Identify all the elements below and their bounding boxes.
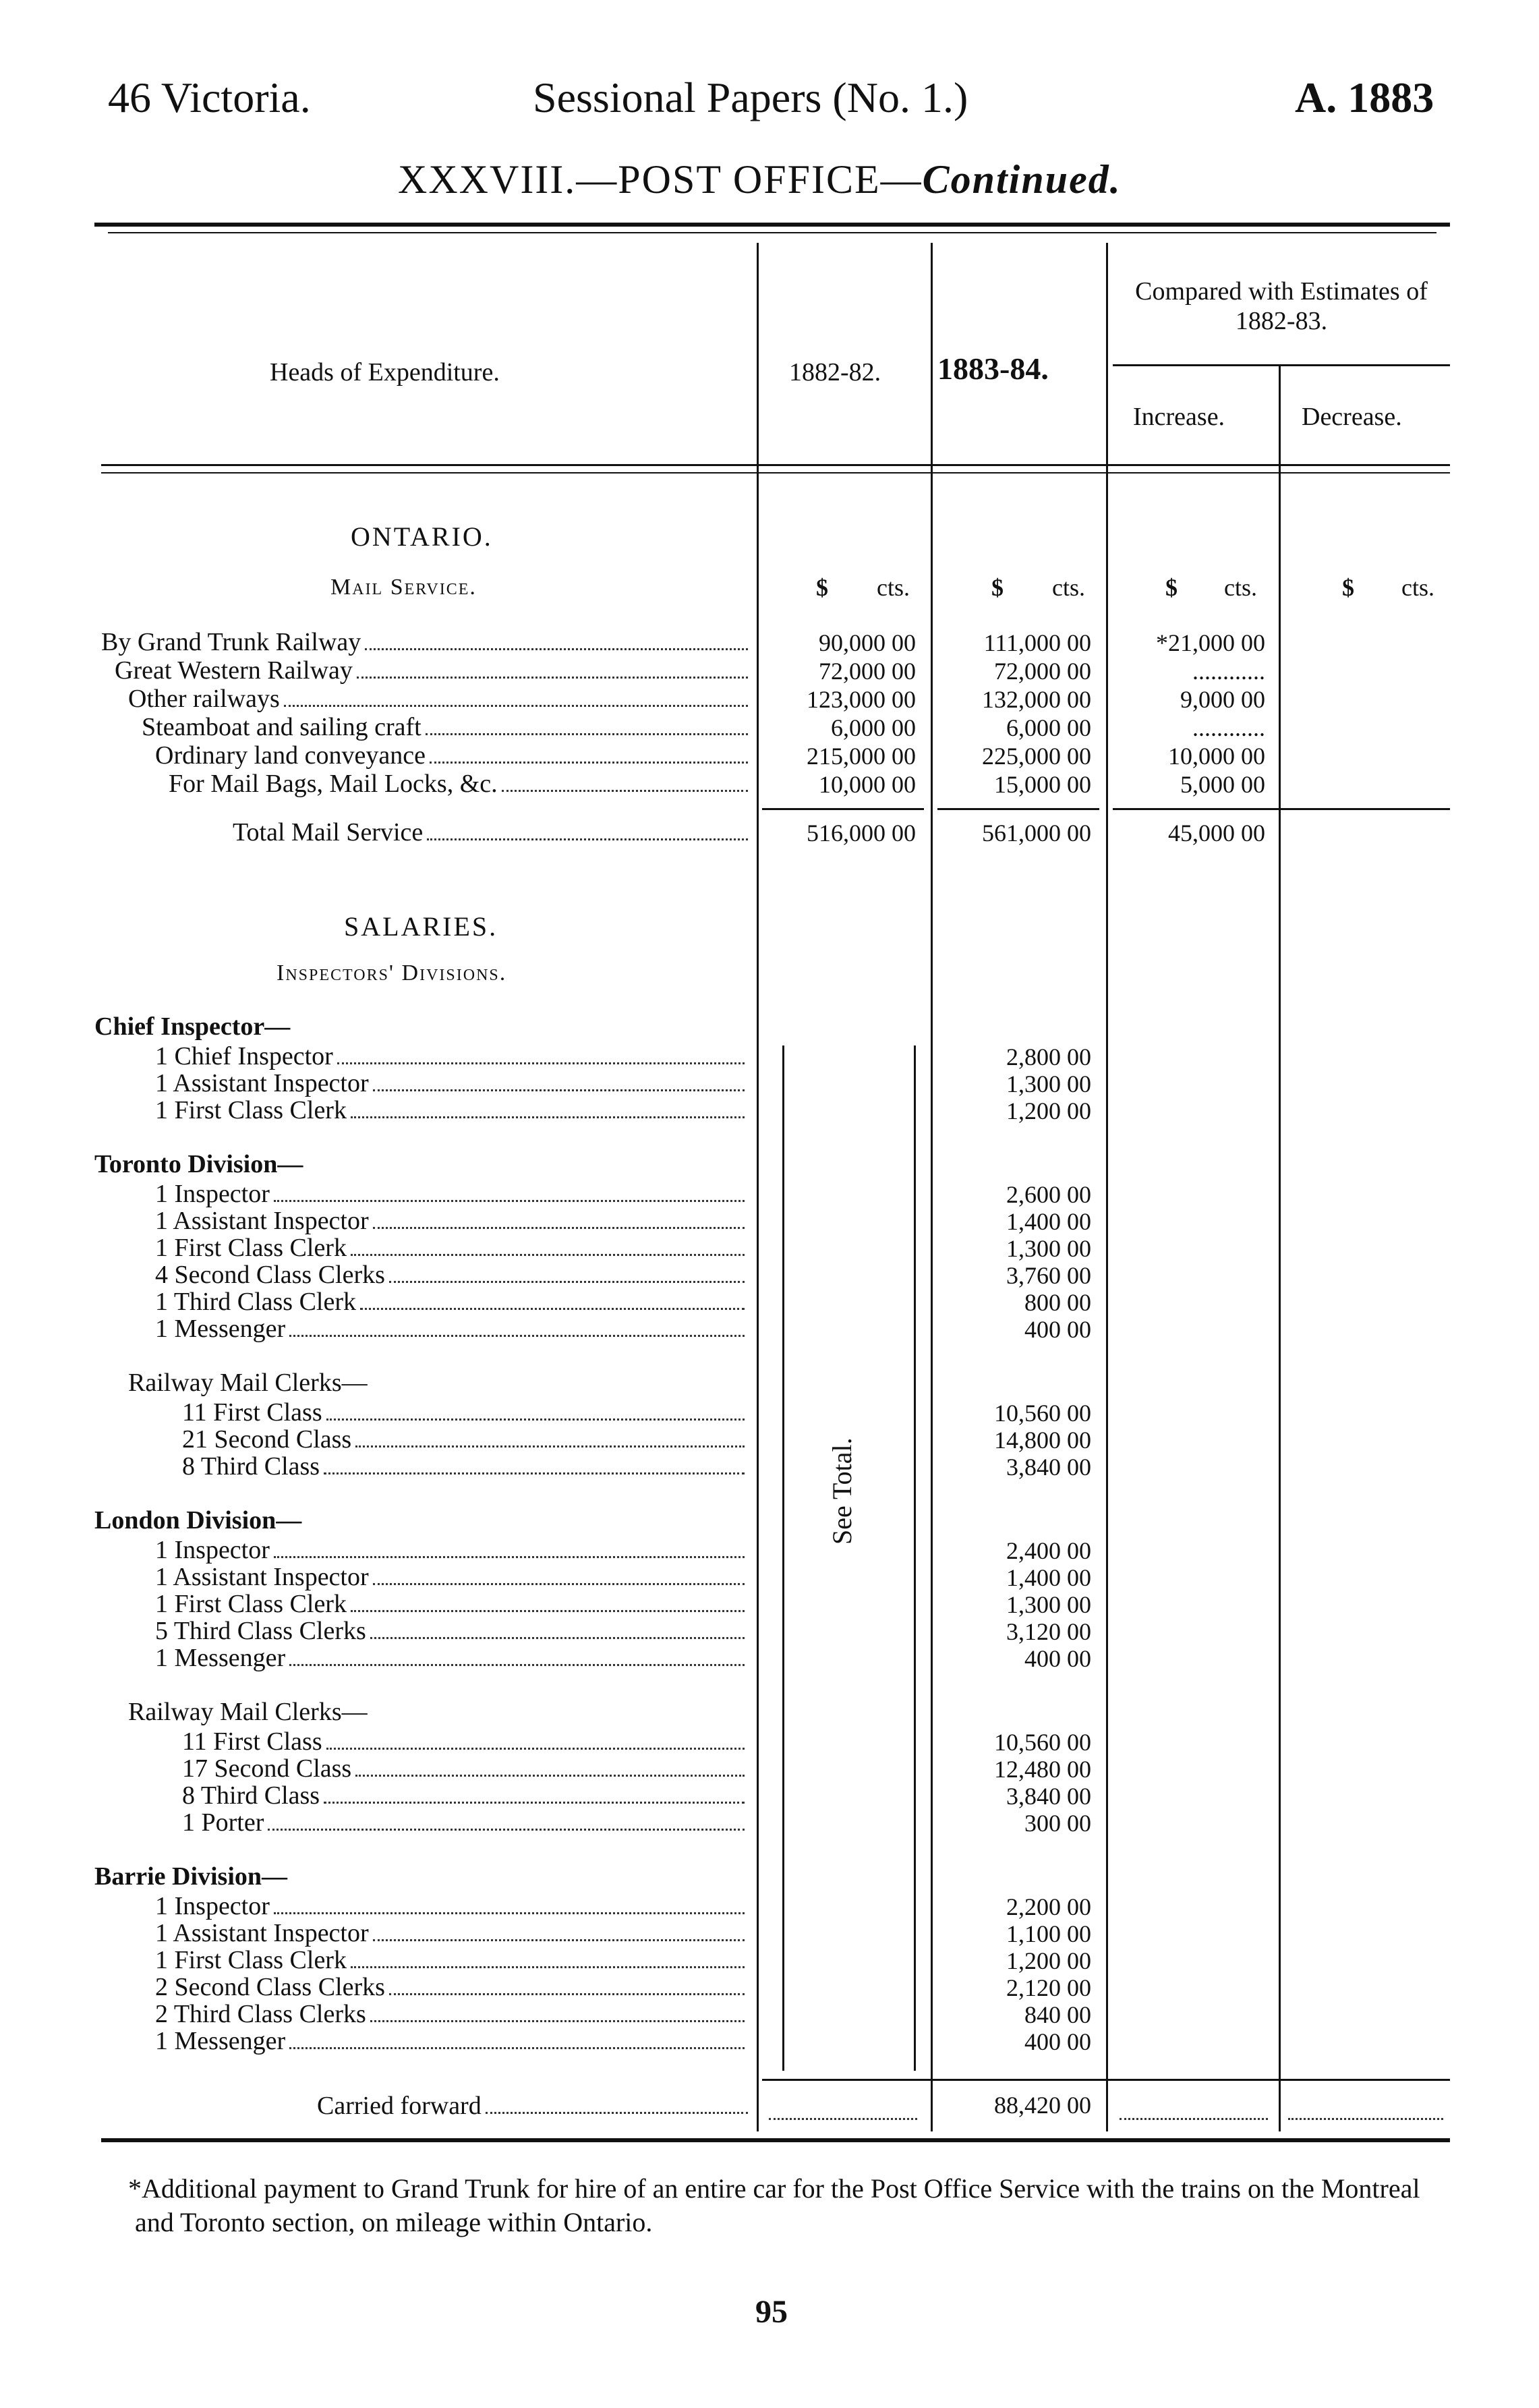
salary-label: 1 Third Class Clerk (155, 1288, 357, 1316)
total-mail-service-inc: 45,000 00 (1168, 820, 1265, 847)
salary-row (155, 1616, 749, 1646)
leader-dots (289, 1335, 745, 1337)
cts-label: cts. (1052, 574, 1085, 601)
section-salaries: SALARIES. (344, 911, 498, 942)
salary-row (155, 1535, 749, 1565)
salary-amount: 2,800 00 (1006, 1043, 1091, 1070)
page-number: 95 (755, 2294, 788, 2330)
bottom-rule (101, 2138, 1450, 2142)
salary-amount: 1,200 00 (1006, 1097, 1091, 1124)
salary-row (182, 1754, 749, 1783)
leader-dots (373, 1089, 745, 1091)
leader-dots (337, 1062, 745, 1064)
salary-row (155, 1918, 749, 1948)
salary-amount: 1,400 00 (1006, 1564, 1091, 1591)
carried-rule (762, 2079, 1450, 2081)
leader-dots (389, 1993, 745, 1995)
salary-row (155, 1041, 749, 1071)
salary-label: 1 Inspector (155, 1536, 270, 1564)
salary-label: 8 Third Class (182, 1452, 320, 1481)
mail-service-y2: 6,000 00 (1006, 714, 1091, 741)
total-rule-inc (1113, 808, 1450, 810)
salary-label: 1 Inspector (155, 1892, 270, 1920)
col-compared: Compared with Estimates of 1882-83. (1135, 277, 1428, 335)
salary-amount: 14,800 00 (994, 1427, 1091, 1454)
salary-amount: 1,100 00 (1006, 1920, 1091, 1947)
salary-row (155, 1999, 749, 2029)
carried-inc-dots (1120, 2094, 1268, 2120)
mail-service-label: Steamboat and sailing craft (142, 713, 422, 741)
mail-service-label: For Mail Bags, Mail Locks, &c. (169, 770, 498, 798)
salary-row (155, 1945, 749, 1975)
salary-row (155, 1643, 749, 1673)
col-line-3 (1106, 243, 1108, 2131)
col-year1: 1882-82. (789, 358, 881, 386)
leader-dots (370, 1637, 745, 1639)
leader-dots (274, 1556, 745, 1558)
top-rule-thin (108, 232, 1436, 233)
compared-rule (1113, 364, 1450, 366)
title-continued: Continued. (922, 157, 1122, 202)
cts-label: cts. (877, 574, 910, 601)
right-brace (914, 1045, 923, 2071)
salary-amount: 1,200 00 (1006, 1947, 1091, 1974)
mail-service-y1: 6,000 00 (831, 714, 916, 741)
leader-dots (502, 790, 748, 792)
mail-service-inc: 5,000 00 (1180, 771, 1265, 798)
title-main: XXXVIII.—POST OFFICE— (398, 157, 923, 202)
mail-service-label: By Grand Trunk Railway (101, 628, 361, 656)
salary-label: 2 Second Class Clerks (155, 1973, 385, 2001)
leader-dots (427, 838, 748, 840)
col-year2: 1883-84. (937, 351, 1049, 386)
mail-service-label: Other railways (128, 685, 280, 713)
leader-dots (426, 733, 748, 735)
salary-row (155, 1972, 749, 2002)
leader-dots (324, 1802, 745, 1804)
salary-label: 1 Assistant Inspector (155, 1207, 369, 1235)
salary-label: 1 Messenger (155, 1644, 286, 1672)
mail-service-title: Mail Service. (330, 575, 477, 600)
col-line-4 (1279, 364, 1281, 2131)
dollar-sign: $ (991, 574, 1004, 601)
salary-label: 11 First Class (182, 1398, 322, 1427)
salary-label: 5 Third Class Clerks (155, 1617, 366, 1645)
salary-label: 2 Third Class Clerks (155, 2000, 366, 2028)
mail-service-label: Ordinary land conveyance (155, 741, 426, 770)
top-rule (94, 223, 1450, 227)
dollar-sign: $ (1165, 574, 1178, 601)
mail-service-row (128, 684, 752, 714)
footnote: *Additional payment to Grand Trunk for hire of an entire car for the Post Office Service with the trains on the Montreal and Toronto section, on mileage within Ontario. (128, 2173, 1420, 2237)
salary-row (155, 2026, 749, 2056)
total-mail-service-row (233, 818, 752, 847)
salary-row (155, 1891, 749, 1921)
salary-label: 1 Assistant Inspector (155, 1069, 369, 1097)
salary-amount: 2,400 00 (1006, 1537, 1091, 1564)
salary-label: 1 First Class Clerk (155, 1946, 347, 1974)
salary-amount: 1,400 00 (1006, 1208, 1091, 1235)
leader-dots (389, 1281, 745, 1283)
salary-amount: 10,560 00 (994, 1400, 1091, 1427)
header-year: A. 1883 (1295, 74, 1434, 121)
mail-service-y2: 111,000 00 (983, 629, 1091, 656)
mail-service-y1: 215,000 00 (807, 743, 916, 770)
carried-forward-y2: 88,420 00 (994, 2092, 1091, 2119)
inspectors-divisions-title: Inspectors' Divisions. (277, 961, 507, 985)
leader-dots (274, 1200, 745, 1202)
leader-dots (355, 1775, 745, 1777)
salary-amount: 3,840 00 (1006, 1454, 1091, 1481)
mail-service-y2: 72,000 00 (994, 658, 1091, 685)
salary-amount: 2,600 00 (1006, 1181, 1091, 1208)
salary-label: 8 Third Class (182, 1781, 320, 1810)
col-heads: Heads of Expenditure. (270, 358, 500, 386)
see-total-label: See Total. (827, 1437, 857, 1545)
total-rule-y1 (762, 808, 924, 810)
total-rule-y2 (937, 808, 1099, 810)
salary-label: 4 Second Class Clerks (155, 1261, 385, 1289)
dollar-sign: $ (1342, 574, 1354, 601)
salary-amount: 800 00 (1024, 1289, 1091, 1316)
leader-dots (373, 1939, 745, 1941)
salary-row (155, 1233, 749, 1263)
col-increase: Increase. (1133, 403, 1225, 431)
mail-service-y1: 10,000 00 (819, 771, 916, 798)
salary-row (155, 1068, 749, 1098)
salary-row (155, 1206, 749, 1236)
salary-row (182, 1425, 749, 1454)
salary-label: 21 Second Class (182, 1425, 352, 1454)
leader-dots (351, 1966, 745, 1968)
salary-amount: 2,200 00 (1006, 1893, 1091, 1920)
salary-row (155, 1260, 749, 1290)
heading-rule-2 (101, 472, 1450, 474)
leader-dots (289, 2047, 745, 2049)
salary-group-heading: London Division— (94, 1506, 302, 1535)
leader-dots (355, 1445, 745, 1447)
salary-amount: 3,840 00 (1006, 1783, 1091, 1810)
salary-amount: 1,300 00 (1006, 1235, 1091, 1262)
salary-amount: 1,300 00 (1006, 1591, 1091, 1618)
salary-amount: 400 00 (1024, 1316, 1091, 1343)
salary-row (155, 1562, 749, 1592)
salary-label: 1 First Class Clerk (155, 1096, 347, 1124)
mail-service-row (155, 741, 752, 770)
leader-dots (373, 1583, 745, 1585)
leader-dots (351, 1254, 745, 1256)
mail-service-inc: 10,000 00 (1168, 743, 1265, 770)
mail-service-y1: 123,000 00 (807, 686, 916, 713)
salary-amount: 300 00 (1024, 1810, 1091, 1837)
col-line-2 (931, 243, 933, 2131)
salary-amount: 1,300 00 (1006, 1070, 1091, 1097)
mail-service-y2: 132,000 00 (982, 686, 1091, 713)
salary-group-heading: Toronto Division— (94, 1150, 303, 1178)
leader-dots (486, 2112, 748, 2114)
col-decrease: Decrease. (1302, 403, 1402, 431)
dollar-sign: $ (816, 574, 828, 601)
leader-dots (324, 1472, 745, 1474)
mail-service-y2: 225,000 00 (982, 743, 1091, 770)
salary-row (155, 1179, 749, 1209)
salary-amount: 3,120 00 (1006, 1618, 1091, 1645)
carried-y1-dots (769, 2094, 917, 2120)
header-papers: Sessional Papers (No. 1.) (533, 74, 968, 121)
leader-dots (289, 1664, 745, 1666)
salary-row (155, 1095, 749, 1125)
cts-label: cts. (1401, 574, 1434, 601)
mail-service-row (142, 712, 752, 742)
salary-amount: 3,760 00 (1006, 1262, 1091, 1289)
leader-dots (284, 705, 748, 707)
salary-amount: 400 00 (1024, 1645, 1091, 1672)
leader-dots (370, 2020, 745, 2022)
salary-row (155, 1589, 749, 1619)
cts-label: cts. (1224, 574, 1257, 601)
salary-label: 1 Messenger (155, 1315, 286, 1343)
salary-row (182, 1808, 749, 1837)
mail-service-y1: 90,000 00 (819, 629, 916, 656)
heading-rule (101, 464, 1450, 466)
mail-service-row (115, 656, 752, 685)
mail-service-inc: ............ (1192, 658, 1265, 685)
salary-row (182, 1452, 749, 1481)
salary-row (155, 1287, 749, 1317)
salary-group-heading: Barrie Division— (94, 1862, 288, 1891)
salary-label: 1 First Class Clerk (155, 1234, 347, 1262)
leader-dots (326, 1748, 745, 1750)
salary-row (182, 1727, 749, 1756)
page-title (398, 156, 1122, 203)
salary-label: 11 First Class (182, 1727, 322, 1756)
mail-service-inc: ............ (1192, 714, 1265, 741)
leader-dots (326, 1418, 745, 1421)
salary-label: 17 Second Class (182, 1754, 352, 1783)
salary-amount: 840 00 (1024, 2001, 1091, 2028)
salary-label: 1 Chief Inspector (155, 1042, 333, 1070)
salary-label: 1 Assistant Inspector (155, 1919, 369, 1947)
salary-amount: 10,560 00 (994, 1729, 1091, 1756)
salary-label: 1 Porter (182, 1808, 264, 1837)
salary-label: 1 First Class Clerk (155, 1590, 347, 1618)
total-mail-service-y2: 561,000 00 (982, 820, 1091, 847)
salary-label: 1 Assistant Inspector (155, 1563, 369, 1591)
leader-dots (430, 762, 748, 764)
salary-amount: 400 00 (1024, 2028, 1091, 2055)
leader-dots (268, 1829, 745, 1831)
section-ontario: ONTARIO. (351, 521, 493, 552)
salary-label: 1 Inspector (155, 1180, 270, 1208)
mail-service-inc: *21,000 00 (1156, 629, 1265, 656)
mail-service-inc: 9,000 00 (1180, 686, 1265, 713)
total-mail-service-label: Total Mail Service (233, 818, 424, 847)
leader-dots (373, 1227, 745, 1229)
leader-dots (351, 1116, 745, 1118)
leader-dots (351, 1610, 745, 1612)
mail-service-row (101, 627, 752, 657)
mail-service-label: Great Western Railway (115, 656, 353, 685)
mail-service-y2: 15,000 00 (994, 771, 1091, 798)
leader-dots (274, 1912, 745, 1914)
leader-dots (365, 648, 748, 650)
carried-forward-label: Carried forward (317, 2092, 482, 2120)
salary-label: 1 Messenger (155, 2027, 286, 2055)
salary-group-heading: Chief Inspector— (94, 1012, 291, 1041)
salary-row (155, 1314, 749, 1344)
mail-service-row (169, 769, 752, 799)
left-brace (776, 1045, 784, 2071)
salary-amount: 2,120 00 (1006, 1974, 1091, 2001)
salary-amount: 12,480 00 (994, 1756, 1091, 1783)
salary-row (182, 1781, 749, 1810)
header-session: 46 Victoria. (108, 74, 311, 121)
salary-group-heading: Railway Mail Clerks— (128, 1698, 368, 1726)
carried-dec-dots (1288, 2094, 1443, 2120)
salary-row (182, 1398, 749, 1427)
leader-dots (360, 1308, 745, 1310)
leader-dots (357, 677, 748, 679)
col-line-1 (757, 243, 759, 2131)
salary-group-heading: Railway Mail Clerks— (128, 1369, 368, 1397)
mail-service-y1: 72,000 00 (819, 658, 916, 685)
carried-forward-row (317, 2091, 752, 2121)
total-mail-service-y1: 516,000 00 (807, 820, 916, 847)
